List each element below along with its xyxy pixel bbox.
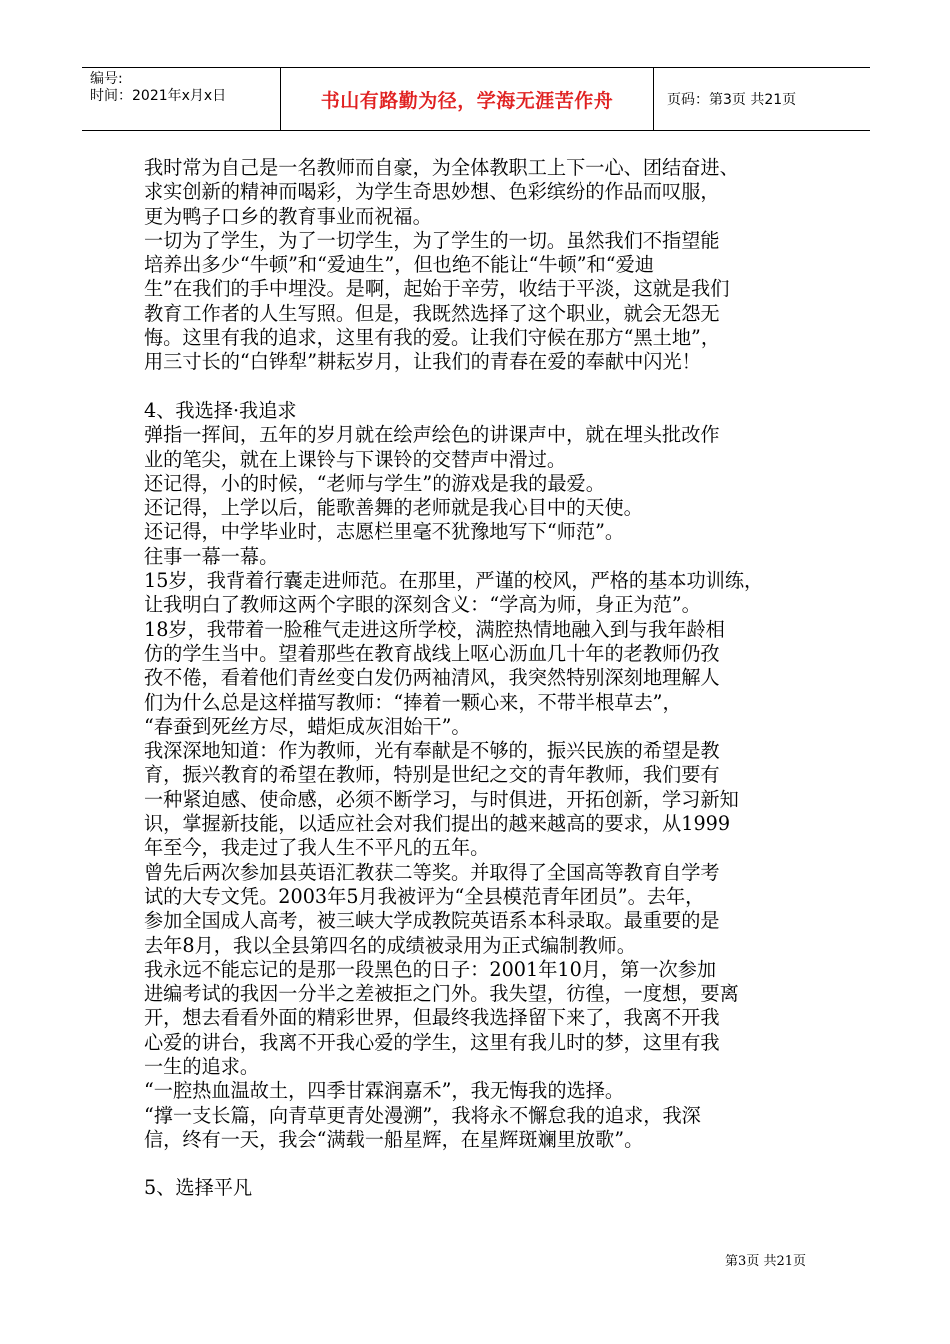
body-line: 用三寸长的“白铧犁”耕耘岁月，让我们的青春在爱的奉献中闪光！ <box>144 350 701 374</box>
body-line: 更为鸭子口乡的教育事业而祝福。 <box>144 204 432 228</box>
body-line: “春蚕到死丝方尽，蜡炬成灰泪始干”。 <box>144 714 471 738</box>
header-meta <box>82 68 281 130</box>
body-line: 18岁，我带着一脸稚气走进这所学校，满腔热情地融入到与我年龄相 <box>144 617 725 641</box>
header-motto: 书山有路勤为径，学海无涯苦作舟 <box>320 89 614 112</box>
body-line: 去年8月，我以全县第四名的成绩被录用为正式编制教师。 <box>144 933 636 957</box>
body-line: 我深深地知道：作为教师，光有奉献是不够的，振兴民族的希望是教 <box>144 739 720 763</box>
body-line: 试的大专文凭。2003年5月我被评为“全县模范青年团员”。去年， <box>144 884 705 908</box>
body-line: 生”在我们的手中埋没。是啊，起始于辛劳，收结于平淡，这就是我们 <box>144 277 730 301</box>
blank-line <box>144 375 816 399</box>
body-line: 教育工作者的人生写照。但是，我既然选择了这个职业，就会无怨无 <box>144 301 720 325</box>
body-line: “撑一支长篇，向青草更青处漫溯”，我将永不懈怠我的追求，我深 <box>144 1103 701 1127</box>
header-motto-cell <box>281 68 654 130</box>
body-line: 往事一幕一幕。 <box>144 544 279 568</box>
body-line: 识，掌握新技能，以适应社会对我们提出的越来越高的要求，从1999 <box>144 812 731 836</box>
document-time-label: 时间：2021年x月x日 <box>90 88 227 104</box>
body-line: 孜不倦，看着他们青丝变白发仍两袖清风，我突然特别深刻地理解人 <box>144 666 720 690</box>
body-line: 进编考试的我因一分半之差被拒之门外。我失望，彷徨，一度想，要离 <box>144 982 739 1006</box>
body-line: 年至今，我走过了我人生不平凡的五年。 <box>144 836 490 860</box>
body-line: 仿的学生当中。望着那些在教育战线上呕心沥血几十年的老教师仍孜 <box>144 641 720 665</box>
body-line: 我时常为自己是一名教师而自豪，为全体教职工上下一心、团结奋进、 <box>144 156 739 179</box>
header-page-code: 页码：第3页 共21页 <box>667 92 797 108</box>
document-number-label: 编号: <box>90 71 123 87</box>
page-footer: 第3页 共21页 <box>725 1254 806 1269</box>
body-line: 们为什么总是这样描写教师：“捧着一颗心来，不带半根草去”， <box>144 690 682 714</box>
body-line: 弹指一挥间，五年的岁月就在绘声绘色的讲课声中，就在埋头批改作 <box>144 423 720 447</box>
body-line: 悔。这里有我的追求，这里有我的爱。让我们守候在那方“黑土地”， <box>144 326 721 350</box>
body-line: 还记得，小的时候，“老师与学生”的游戏是我的最爱。 <box>144 471 605 495</box>
body-line: 育，振兴教育的希望在教师，特别是世纪之交的青年教师，我们要有 <box>144 763 720 787</box>
body-line: 还记得，中学毕业时，志愿栏里毫不犹豫地写下“师范”。 <box>144 520 625 544</box>
header-page-code-cell <box>654 68 870 130</box>
body-line: 15岁，我背着行囊走进师范。在那里，严谨的校风，严格的基本功训练， <box>144 569 764 593</box>
body-line: 参加全国成人高考，被三峡大学成教院英语系本科录取。最重要的是 <box>144 909 720 933</box>
body-line: 一切为了学生，为了一切学生，为了学生的一切。虽然我们不指望能 <box>144 228 720 252</box>
page-header <box>82 67 870 131</box>
body-line: 一种紧迫感、使命感，必须不断学习，与时俱进，开拓创新，学习新知 <box>144 787 739 811</box>
document-body <box>144 156 816 1201</box>
body-line: 培养出多少“牛顿”和“爱迪生”，但也绝不能让“牛顿”和“爱迪 <box>144 253 654 277</box>
body-line: 还记得，上学以后，能歌善舞的老师就是我心目中的天使。 <box>144 496 643 520</box>
body-line: 信，终有一天，我会“满载一船星辉，在星辉斑斓里放歌”。 <box>144 1127 644 1151</box>
body-line: 让我明白了教师这两个字眼的深刻含义：“学高为师，身正为范”。 <box>144 593 701 617</box>
body-line: “一腔热血温故土，四季甘霖润嘉禾”，我无悔我的选择。 <box>144 1079 625 1103</box>
body-line: 求实创新的精神而喝彩，为学生奇思妙想、色彩缤纷的作品而叹服， <box>144 180 720 204</box>
blank-line <box>144 1152 816 1176</box>
body-line: 4、我选择·我追求 <box>144 398 297 422</box>
body-line: 开，想去看看外面的精彩世界，但最终我选择留下来了，我离不开我 <box>144 1006 720 1030</box>
body-line: 一生的追求。 <box>144 1054 260 1078</box>
body-line: 5、选择平凡 <box>144 1176 253 1200</box>
body-line: 我永远不能忘记的是那一段黑色的日子：2001年10月，第一次参加 <box>144 957 717 981</box>
body-line: 曾先后两次参加县英语汇教获二等奖。并取得了全国高等教育自学考 <box>144 860 720 884</box>
body-line: 业的笔尖，就在上课铃与下课铃的交替声中滑过。 <box>144 447 567 471</box>
body-line: 心爱的讲台，我离不开我心爱的学生，这里有我儿时的梦，这里有我 <box>144 1030 720 1054</box>
